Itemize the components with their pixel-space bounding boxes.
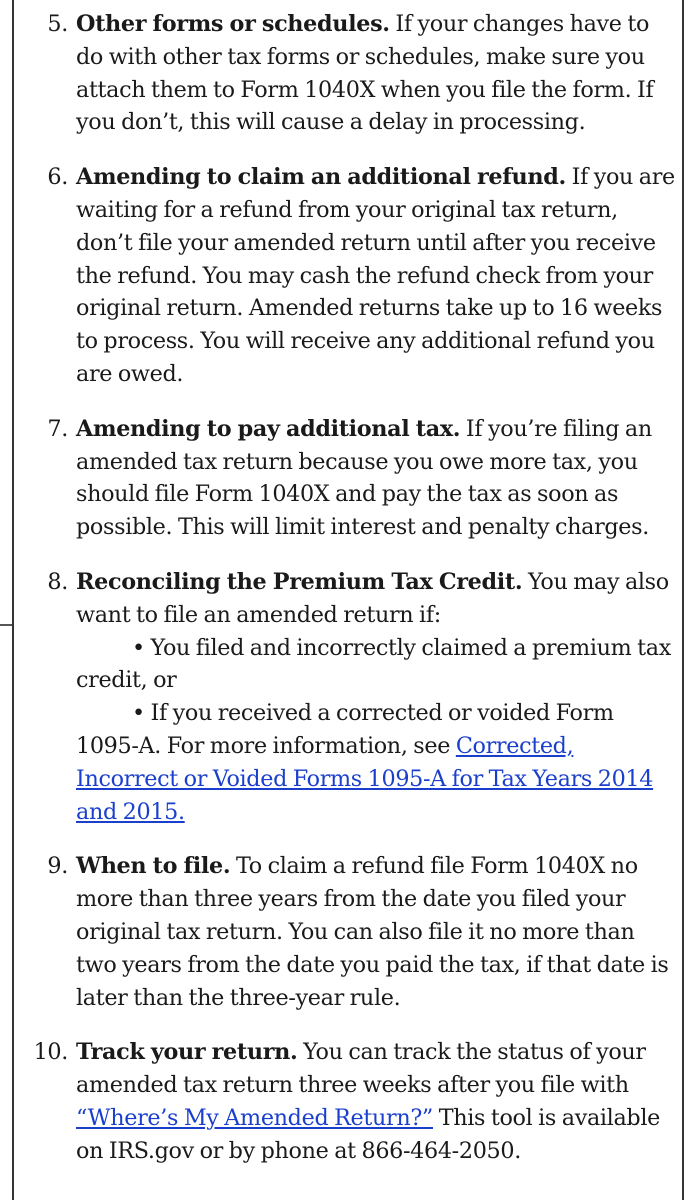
bullet-corrected-form [76, 697, 676, 828]
item-heading: Track your return. [76, 1039, 298, 1066]
bullet-premium-credit: • You filed and incorrectly claimed a premium tax credit, or [76, 634, 671, 694]
item-heading: Reconciling the Premium Tax Credit. [76, 568, 523, 595]
bullet-text: • If you received a corrected or voided Form 1095-A. For more information, see [76, 700, 614, 759]
list-item-6 [14, 161, 682, 391]
item-number: 7. [47, 415, 68, 442]
wheres-my-amended-return-link[interactable]: “Where’s My Amended Return?” [76, 1104, 433, 1131]
item-number: 8. [47, 568, 68, 595]
item-heading: Amending to claim an additional refund. [76, 164, 566, 191]
item-tail: This tool is available on IRS.gov or by phone at 866-464-2050. [76, 1104, 660, 1164]
list-item-7 [14, 413, 682, 544]
item-number: 10. [33, 1039, 68, 1066]
list-item-9 [14, 850, 682, 1014]
item-body: If you’re filing an amended tax return because you owe more tax, you should file Form 1040X and pay the tax as soon as possible. This will limit interest and penalty charges. [76, 415, 652, 541]
item-heading: When to file. [76, 853, 231, 880]
item-heading: Amending to pay additional tax. [76, 415, 461, 442]
list-item-10 [14, 1036, 682, 1167]
item-body: If your changes have to do with other tax forms or schedules, make sure you attach them to Form 1040X when you file the form. If you don’t, this will cause a delay in processing. [76, 11, 654, 136]
item-body: You can track the status of your amended tax return three weeks after you file with [76, 1039, 646, 1099]
tips-list [14, 8, 682, 1168]
item-body: You may also want to file an amended return if: [76, 568, 669, 628]
item-number: 6. [47, 164, 68, 191]
item-heading: Other forms or schedules. [76, 11, 390, 37]
item-body: If you are waiting for a refund from your original tax return, don’t file your amended return until after you receive the refund. You may cash the refund check from your original return. Amended returns take up to 16 weeks to process. You will receive any additional refund you are owed. [76, 164, 675, 387]
item-body: To claim a refund file Form 1040X no more than three years from the date you filed your original tax return. You can also file it no more than two years from the date you paid the tax, if that date is later than the three-year rule. [76, 853, 669, 1011]
list-item-5 [14, 8, 682, 139]
list-item-8 [14, 566, 682, 828]
document-page [12, 0, 684, 1200]
page-edge-marker [0, 624, 12, 626]
corrected-forms-link[interactable]: Corrected, Incorrect or Voided Forms 1095-A for Tax Years 2014 and 2015. [76, 732, 654, 825]
item-number: 9. [47, 853, 68, 880]
item-number: 5. [47, 11, 68, 37]
